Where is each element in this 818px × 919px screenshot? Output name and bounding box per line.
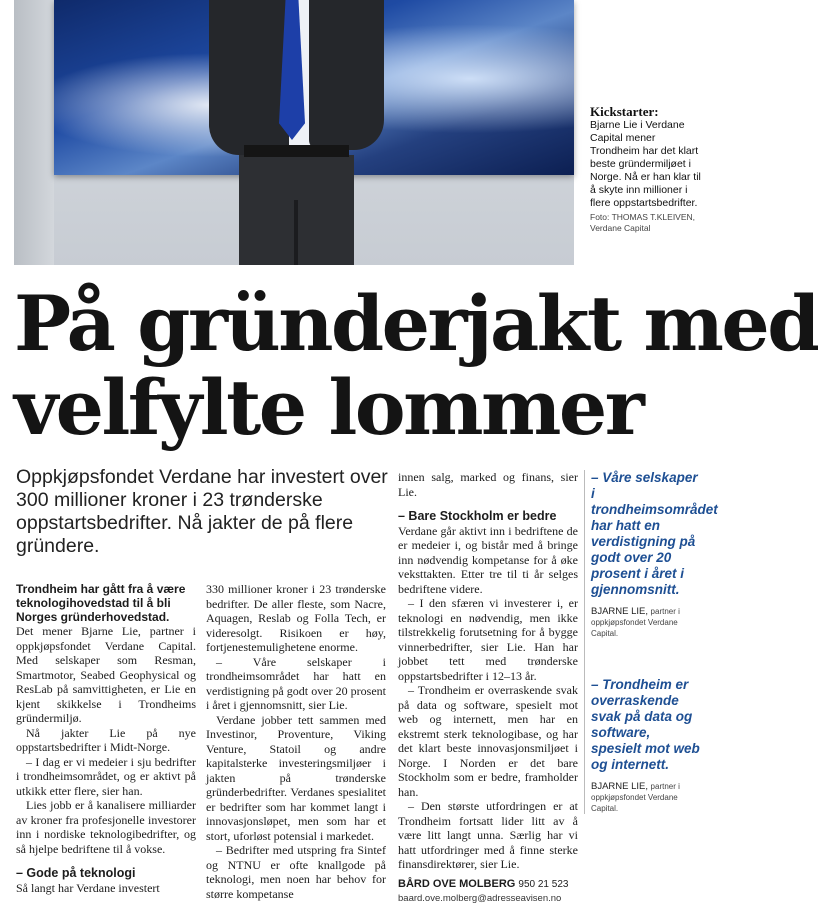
pull-quote-column <box>584 470 718 814</box>
paragraph: – I dag er vi medeier i sju bedrifter i trondheimsområdet, og er aktivt på utkikk etter flere, sier han. <box>16 754 196 798</box>
paragraph: 330 millioner kroner i 23 trønderske bedrifter. De aller fleste, som Nacre, Aquagen, Reslab og Folla Tech, er videresolgt. Risikoen er høy, fortjenestemulighetene enorme. <box>206 582 386 654</box>
byline-name: BÅRD OVE MOLBERG <box>398 877 516 890</box>
paragraph: Nå jakter Lie på nye oppstartsbedrifter i Midt-Norge. <box>16 725 196 754</box>
lead-paragraph: Oppkjøpsfondet Verdane har investert over 300 millioner kroner i 23 trønderske oppstartsbedrifter. Nå jakter de på flere gründere. <box>16 466 388 557</box>
paragraph: Så langt har Verdane investert <box>16 880 160 895</box>
quote-source <box>591 606 703 639</box>
article-photo <box>14 0 574 265</box>
paragraph: Lies jobb er å kanalisere milliarder av kroner fra profesjonelle investorer inn i nordiske teknologibedrifter, og så hjelpe bedriftene til å vokse. <box>16 798 196 856</box>
caption-kicker: Kickstarter: <box>590 104 659 119</box>
subheading: – Bare Stockholm er bedre <box>398 509 557 523</box>
subheading: – Gode på teknologi <box>16 866 136 880</box>
quote-source-role: partner i oppkjøpsfondet Verdane Capital. <box>591 607 680 638</box>
body-column-1 <box>16 582 196 895</box>
photo-caption <box>590 104 702 234</box>
photo-wall <box>14 0 54 265</box>
quote-source-name: BJARNE LIE, <box>591 781 649 792</box>
paragraph: – I den sfæren vi investerer i, er teknologi en nødvendig, men ikke tilstrekkelig forutsetning for å bygge vinnerbedrifter, sier Lie. Han har jobbet tett med trønderske oppstartsbedrifter i 12–13 år. <box>398 596 578 683</box>
headline-line-1: På gründerjakt med <box>14 279 818 368</box>
body-column-3 <box>398 470 578 907</box>
caption-text: Bjarne Lie i Verdane Capital mener Trondheim har det klart beste gründermiljøet i Norge. Nå er han klar til å skyte inn millioner i flere oppstartsbedrifter. <box>590 119 701 209</box>
paragraph: Det mener Bjarne Lie, partner i oppkjøpsfondet Verdane Capital. Med selskaper som Resman, Smartmotor, Seabed Geophysical og ResLab på samvittigheten, er Lie en kjent skikkelse i Trondheims gründermiljø. <box>16 624 196 725</box>
intro-text: Trondheim har gått fra å være teknologihovedstad til å bli Norges gründerhovedstad. <box>16 582 186 624</box>
paragraph: – Bedrifter med utspring fra Sintef og NTNU er ofte knallgode på teknologi, men noen har behov for større kompetanse <box>206 843 386 901</box>
quote-source-name: BJARNE LIE, <box>591 606 649 617</box>
paragraph: – Våre selskaper i trondheimsområdet har hatt en verdistigning på godt over 20 prosent i året i gjennomsnitt, sier Lie. <box>206 654 386 712</box>
photo-person <box>199 0 389 265</box>
paragraph: innen salg, marked og finans, sier Lie. <box>398 470 578 499</box>
paragraph: – Den største utfordringen er at Trondheim fortsatt lider litt av å være litt langt unna. Særlig har vi hatt utfordringer med å finne sterke finansdirektører, sier Lie. <box>398 799 578 871</box>
body-column-2 <box>206 582 386 901</box>
byline-phone: 950 21 523 <box>518 878 569 890</box>
pull-quote: – Trondheim er overraskende svak på data og software, spesielt mot web og internett. <box>591 677 700 772</box>
headline-line-2: velfylte lommer <box>14 363 643 452</box>
byline <box>398 877 578 907</box>
headline <box>14 279 818 452</box>
pull-quote: – Våre selskaper i trondheimsområdet har hatt en verdistigning på godt over 20 prosent i året i gjennomsnitt. <box>591 470 718 597</box>
paragraph: – Trondheim er overraskende svak på data og software, spesielt mot web og internett, men har en ekstremt sterk teknologibase, og har det klart beste innovasjonsmiljøet i Norge. I Norden er det bare Stockholm som er bedre, framholder han. <box>398 683 578 799</box>
paragraph: Verdane jobber tett sammen med Investinor, Proventure, Viking Venture, Statoil og andre kapitalsterke investeringsmiljøer i jakten på trønderske gründerbedrifter. Verdanes spesialitet er bedrifter som har kommet langt i innovasjonsløpet, men som har et stort, uforløst potensial i markedet. <box>206 712 386 843</box>
quote-source <box>591 781 703 814</box>
quote-source-role: partner i oppkjøpsfondet Verdane Capital. <box>591 782 680 813</box>
byline-email-link[interactable]: baard.ove.molberg@adresseavisen.no <box>398 893 562 904</box>
paragraph: Verdane går aktivt inn i bedriftene de er medeier i, og bistår med å bringe inn nødvendig kompetanse for å øke veksttakten. Etter tre til ti år selges bedriftene videre. <box>398 523 578 596</box>
photo-credit: Foto: THOMAS T.KLEIVEN, Verdane Capital <box>590 212 696 233</box>
